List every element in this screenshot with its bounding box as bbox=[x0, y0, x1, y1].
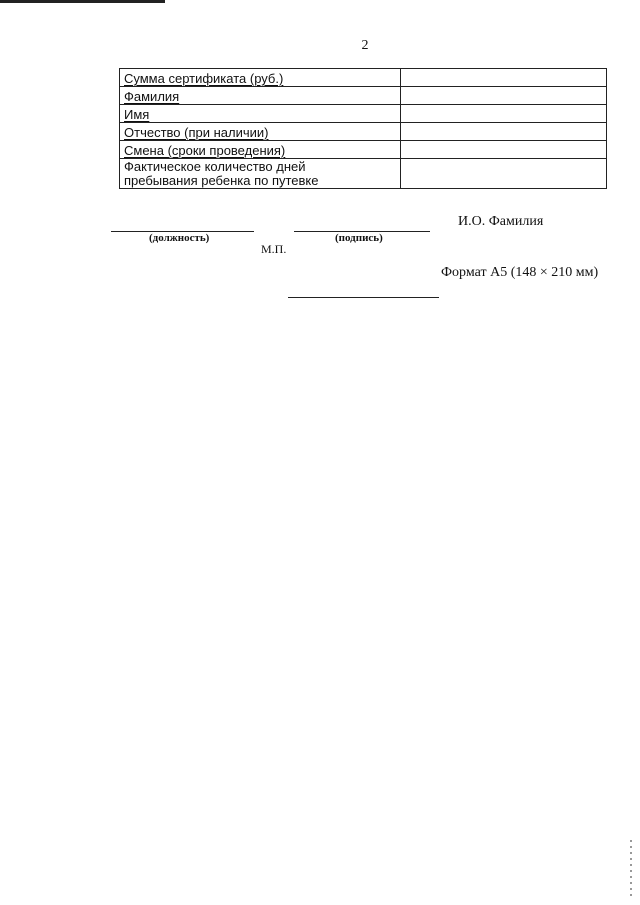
table-value-cell-shift bbox=[401, 141, 607, 159]
row-label-name: Имя bbox=[124, 107, 150, 122]
certificate-table bbox=[119, 68, 607, 189]
table-label-cell bbox=[120, 105, 401, 123]
row-label-days-line1: Фактическое количество дней bbox=[124, 159, 306, 174]
top-rule bbox=[0, 0, 165, 3]
table-value-cell-patronymic bbox=[401, 123, 607, 141]
table-label-cell bbox=[120, 141, 401, 159]
table-row bbox=[120, 141, 607, 159]
signature-caption: (подпись) bbox=[335, 232, 383, 244]
table-label-cell bbox=[120, 87, 401, 105]
page-number: 2 bbox=[361, 38, 369, 53]
row-label-shift: Смена (сроки проведения) bbox=[124, 143, 286, 158]
table-row bbox=[120, 159, 607, 189]
position-caption: (должность) bbox=[149, 232, 210, 244]
table-label-cell bbox=[120, 69, 401, 87]
row-label-patronymic: Отчество (при наличии) bbox=[124, 125, 269, 140]
end-rule bbox=[288, 297, 439, 298]
table-label-cell bbox=[120, 159, 401, 189]
scan-edge-marks bbox=[630, 840, 632, 900]
row-label-surname: Фамилия bbox=[124, 89, 180, 104]
row-label-days-line2: пребывания ребенка по путевке bbox=[124, 173, 319, 188]
table-row bbox=[120, 123, 607, 141]
stamp-place: М.П. bbox=[261, 242, 287, 256]
table-value-cell-name bbox=[401, 105, 607, 123]
signer-name: И.О. Фамилия bbox=[458, 214, 544, 229]
table-value-cell-sum bbox=[401, 69, 607, 87]
table-value-cell-surname bbox=[401, 87, 607, 105]
format-note: Формат А5 (148 × 210 мм) bbox=[441, 265, 599, 280]
table-label-cell bbox=[120, 123, 401, 141]
table-row bbox=[120, 105, 607, 123]
table-row bbox=[120, 87, 607, 105]
table-value-cell-days bbox=[401, 159, 607, 189]
table-row bbox=[120, 69, 607, 87]
row-label-sum: Сумма сертификата (руб.) bbox=[124, 71, 284, 86]
